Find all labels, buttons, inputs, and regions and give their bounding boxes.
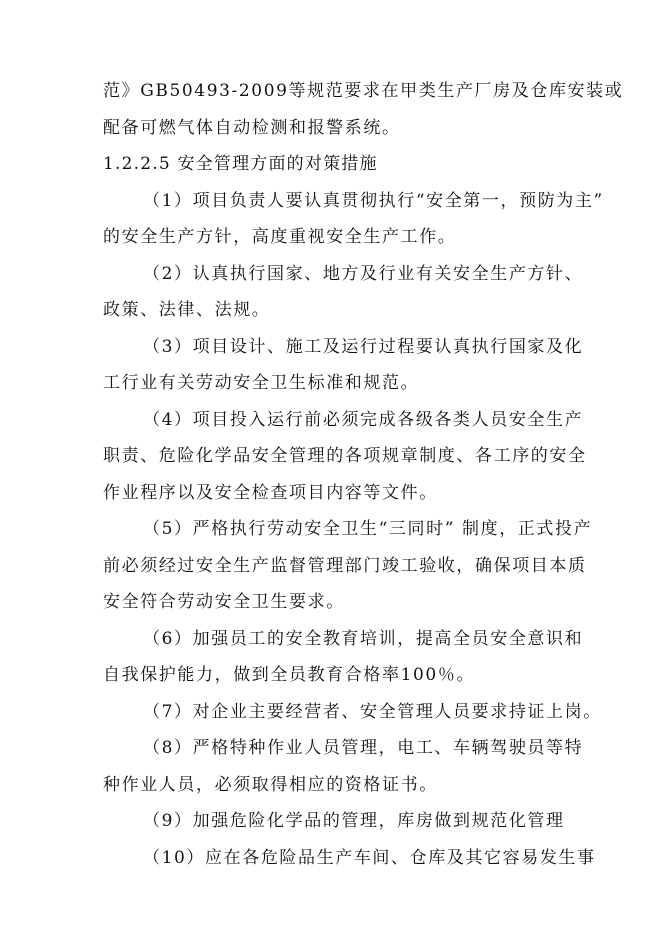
- text-line-18: （7）对企业主要经营者、安全管理人员要求持证上岗。: [143, 702, 602, 722]
- text-line-17: 自我保护能力，做到全员教育合格率100％。: [103, 665, 476, 685]
- text-line-11: 职责、危险化学品安全管理的各项规章制度、各工序的安全: [103, 446, 587, 466]
- text-line-2: 配备可燃气体自动检测和报警系统。: [103, 118, 401, 138]
- section-heading: 1.2.2.5 安全管理方面的对策措施: [103, 154, 378, 174]
- text-line-16: （6）加强员工的安全教育培训，提高全员安全意识和: [143, 629, 584, 649]
- text-line-9: 工行业有关劳动安全卫生标准和规范。: [103, 373, 420, 393]
- text-line-4: （1）项目负责人要认真贯彻执行“安全第一，预防为主”: [143, 191, 604, 211]
- text-line-19: （8）严格特种作业人员管理，电工、车辆驾驶员等特: [143, 738, 584, 758]
- text-line-12: 作业程序以及安全检查项目内容等文件。: [103, 483, 438, 503]
- text-line-15: 安全符合劳动安全卫生要求。: [103, 592, 345, 612]
- text-line-22: （10）应在各危险品生产车间、仓库及其它容易发生事: [143, 848, 596, 868]
- text-line-7: 政策、法律、法规。: [103, 300, 271, 320]
- text-line-13: （5）严格执行劳动安全卫生“三同时” 制度，正式投产: [143, 519, 593, 539]
- text-line-21: （9）加强危险化学品的管理，库房做到规范化管理: [143, 811, 565, 831]
- text-line-1: 范》GB50493-2009等规范要求在甲类生产厂房及仓库安装或: [103, 81, 624, 101]
- text-line-8: （3）项目设计、施工及运行过程要认真执行国家及化: [143, 337, 584, 357]
- text-line-10: （4）项目投入运行前必须完成各级各类人员安全生产: [143, 410, 584, 430]
- text-line-14: 前必须经过安全生产监督管理部门竣工验收，确保项目本质: [103, 556, 587, 576]
- text-line-5: 的安全生产方针，高度重视安全生产工作。: [103, 227, 457, 247]
- text-line-6: （2）认真执行国家、地方及行业有关安全生产方针、: [143, 264, 584, 284]
- text-line-20: 种作业人员，必须取得相应的资格证书。: [103, 775, 438, 795]
